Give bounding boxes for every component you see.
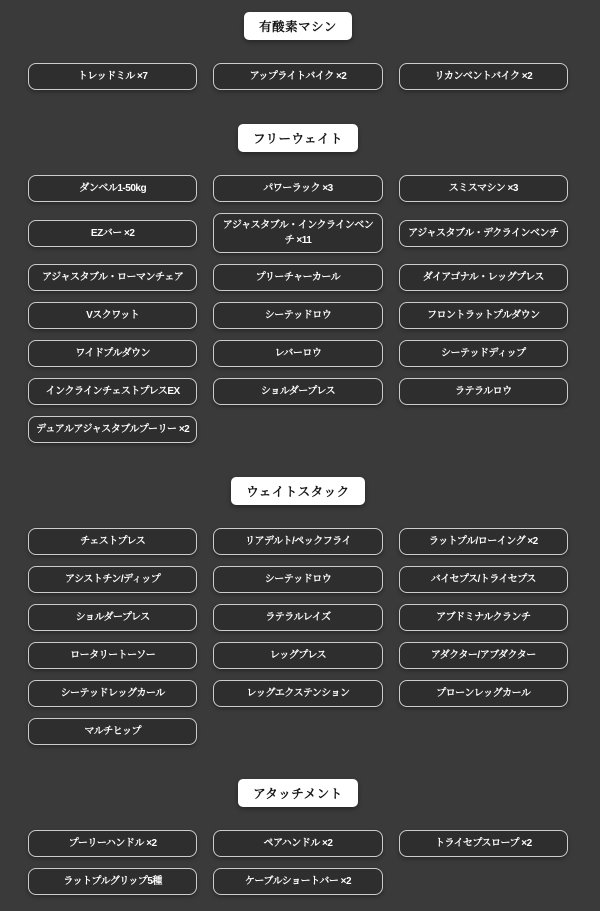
equipment-chip: ダンベル1-50kg bbox=[28, 175, 197, 202]
equipment-section bbox=[28, 124, 568, 443]
equipment-chip: シーテッドロウ bbox=[213, 302, 382, 329]
equipment-chip: EZバー ×2 bbox=[28, 220, 197, 247]
equipment-chip: リアデルト/ペックフライ bbox=[213, 528, 382, 555]
equipment-chip: アジャスタブル・インクラインベンチ ×11 bbox=[213, 213, 382, 253]
equipment-chip: シーテッドロウ bbox=[213, 566, 382, 593]
equipment-section bbox=[28, 477, 568, 745]
equipment-chip: ショルダープレス bbox=[28, 604, 197, 631]
section-title-badge: フリーウェイト bbox=[238, 124, 358, 152]
equipment-grid bbox=[28, 528, 568, 745]
section-header-row bbox=[28, 477, 568, 505]
equipment-chip: ケーブルショートバー ×2 bbox=[213, 868, 382, 895]
equipment-chip: アジャスタブル・デクラインベンチ bbox=[399, 220, 568, 247]
section-header-row bbox=[28, 779, 568, 807]
equipment-chip: アップライトバイク ×2 bbox=[213, 63, 382, 90]
equipment-chip: リカンベントバイク ×2 bbox=[399, 63, 568, 90]
equipment-section bbox=[28, 779, 568, 895]
equipment-chip: ロータリートーソー bbox=[28, 642, 197, 669]
sections-root bbox=[28, 12, 568, 895]
equipment-chip: シーテッドディップ bbox=[399, 340, 568, 367]
equipment-section bbox=[28, 12, 568, 90]
equipment-chip: プーリーハンドル ×2 bbox=[28, 830, 197, 857]
equipment-chip: トレッドミル ×7 bbox=[28, 63, 197, 90]
equipment-chip: レッグエクステンション bbox=[213, 680, 382, 707]
equipment-chip: インクラインチェストプレスEX bbox=[28, 378, 197, 405]
equipment-grid bbox=[28, 175, 568, 443]
equipment-chip: パワーラック ×3 bbox=[213, 175, 382, 202]
section-title-badge: アタッチメント bbox=[238, 779, 358, 807]
equipment-chip: プリーチャーカール bbox=[213, 264, 382, 291]
equipment-chip: ラットプル/ローイング ×2 bbox=[399, 528, 568, 555]
section-header-row bbox=[28, 124, 568, 152]
equipment-chip: バイセプス/トライセプス bbox=[399, 566, 568, 593]
equipment-chip: アジャスタブル・ローマンチェア bbox=[28, 264, 197, 291]
equipment-chip: ラテラルロウ bbox=[399, 378, 568, 405]
equipment-chip: ショルダープレス bbox=[213, 378, 382, 405]
equipment-chip: プローンレッグカール bbox=[399, 680, 568, 707]
equipment-chip: アブドミナルクランチ bbox=[399, 604, 568, 631]
equipment-chip: レッグプレス bbox=[213, 642, 382, 669]
equipment-chip: ワイドプルダウン bbox=[28, 340, 197, 367]
equipment-chip: ダイアゴナル・レッグプレス bbox=[399, 264, 568, 291]
equipment-chip: トライセプスロープ ×2 bbox=[399, 830, 568, 857]
section-title-badge: 有酸素マシン bbox=[244, 12, 352, 40]
equipment-chip: シーテッドレッグカール bbox=[28, 680, 197, 707]
equipment-chip: アダクター/アブダクター bbox=[399, 642, 568, 669]
equipment-grid bbox=[28, 63, 568, 90]
equipment-grid bbox=[28, 830, 568, 895]
equipment-chip: ラットプルグリップ5種 bbox=[28, 868, 197, 895]
section-title-badge: ウェイトスタック bbox=[231, 477, 364, 505]
equipment-chip: チェストプレス bbox=[28, 528, 197, 555]
equipment-chip: ラテラルレイズ bbox=[213, 604, 382, 631]
equipment-chip: フロントラットプルダウン bbox=[399, 302, 568, 329]
equipment-chip: デュアルアジャスタブルプーリー ×2 bbox=[28, 416, 197, 443]
equipment-chip: マルチヒップ bbox=[28, 718, 197, 745]
equipment-chip: ペアハンドル ×2 bbox=[213, 830, 382, 857]
section-header-row bbox=[28, 12, 568, 40]
equipment-chip: レバーロウ bbox=[213, 340, 382, 367]
equipment-chip: スミスマシン ×3 bbox=[399, 175, 568, 202]
equipment-chip: アシストチン/ディップ bbox=[28, 566, 197, 593]
equipment-chip: Vスクワット bbox=[28, 302, 197, 329]
